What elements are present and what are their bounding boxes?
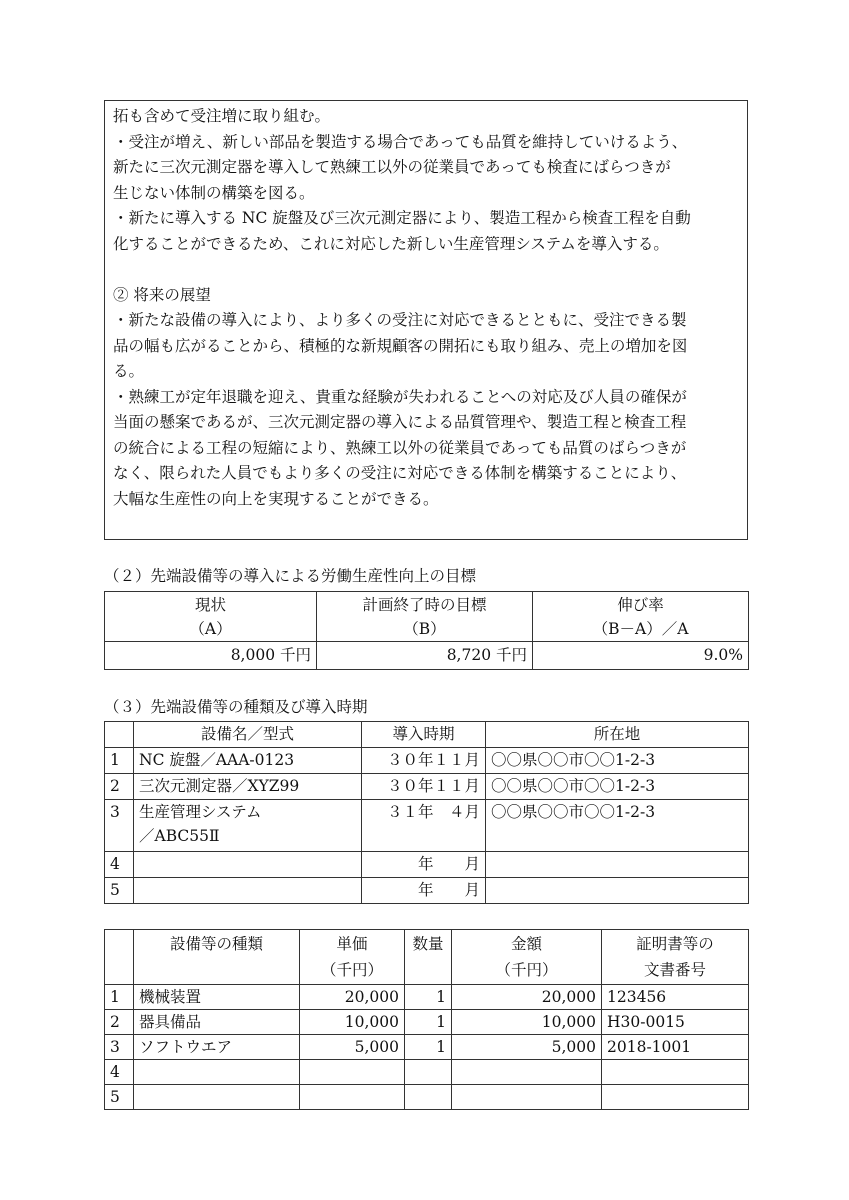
table-row xyxy=(105,748,749,774)
table-row xyxy=(105,800,749,852)
current-value: 8,000 千円 xyxy=(105,642,317,670)
table-row xyxy=(105,852,749,878)
row-number: 3 xyxy=(105,1035,134,1060)
location-header: 所在地 xyxy=(486,722,749,748)
install-date: 年 月 xyxy=(362,852,486,878)
table-row xyxy=(105,1035,749,1060)
overview-line: 化することができるため、これに対応した新しい生産管理システムを導入する。 xyxy=(113,234,669,253)
row-number: 1 xyxy=(105,748,134,774)
unit-price: 10,000 xyxy=(300,1010,405,1035)
quantity: 1 xyxy=(405,1010,452,1035)
row-number: 2 xyxy=(105,774,134,800)
quantity xyxy=(405,1060,452,1085)
table-row xyxy=(105,1085,749,1110)
table-row xyxy=(105,642,749,670)
unit-price-header: 単価 （千円） xyxy=(300,930,405,985)
amount: 5,000 xyxy=(452,1035,602,1060)
certificate-number xyxy=(602,1060,749,1085)
overview-line: る。 xyxy=(113,362,145,380)
equipment-name xyxy=(134,878,362,904)
certificate-number: H30-0015 xyxy=(602,1010,749,1035)
location xyxy=(486,878,749,904)
amount: 10,000 xyxy=(452,1010,602,1035)
table-header-row xyxy=(105,592,749,642)
amount: 20,000 xyxy=(452,985,602,1010)
install-date: ３１年 ４月 xyxy=(362,800,486,852)
install-date-header: 導入時期 xyxy=(362,722,486,748)
equipment-type: 器具備品 xyxy=(134,1010,300,1035)
unit-price: 20,000 xyxy=(300,985,405,1010)
overview-line: ・熟練工が定年退職を迎え、貴重な経験が失われることへの対応及び人員の確保が xyxy=(113,387,687,406)
equipment-schedule-table xyxy=(104,721,749,904)
row-number: 4 xyxy=(105,1060,134,1085)
location: 〇〇県〇〇市〇〇1-2-3 xyxy=(486,774,749,800)
equipment-type: 機械装置 xyxy=(134,985,300,1010)
overview-line: 拓も含めて受注増に取り組む。 xyxy=(113,107,331,125)
quantity xyxy=(405,1085,452,1110)
equipment-name: NC 旋盤／AAA-0123 xyxy=(134,748,362,774)
productivity-target-title: （２）先端設備等の導入による労働生産性向上の目標 xyxy=(104,567,477,585)
quantity: 1 xyxy=(405,985,452,1010)
equipment-type-header: 設備等の種類 xyxy=(134,930,300,985)
equipment-name: 三次元測定器／XYZ99 xyxy=(134,774,362,800)
table-row xyxy=(105,1060,749,1085)
amount-header: 金額 （千円） xyxy=(452,930,602,985)
unit-price: 5,000 xyxy=(300,1035,405,1060)
certificate-number: 2018-1001 xyxy=(602,1035,749,1060)
overview-line: 新たに三次元測定器を導入して熟練工以外の従業員であっても検査にばらつきが xyxy=(113,158,671,176)
certificate-number-header: 証明書等の 文書番号 xyxy=(602,930,749,985)
row-number: 4 xyxy=(105,852,134,878)
number-header xyxy=(105,722,134,748)
overview-line: ・新たに導入する NC 旋盤及び三次元測定器により、製造工程から検査工程を自動 xyxy=(113,209,691,227)
plan-overview-box xyxy=(104,100,748,540)
overview-line: 当面の懸案であるが、三次元測定器の導入による品質管理や、製造工程と検査工程 xyxy=(113,413,687,431)
table-row xyxy=(105,1010,749,1035)
install-date: ３０年１１月 xyxy=(362,748,486,774)
growth-rate-value: 9.0% xyxy=(533,642,749,670)
equipment-type xyxy=(134,1085,300,1110)
unit-price xyxy=(300,1085,405,1110)
table-row xyxy=(105,774,749,800)
certificate-number xyxy=(602,1085,749,1110)
growth-rate-header: 伸び率 （B－A）／A xyxy=(533,592,749,642)
certificate-number: 123456 xyxy=(602,985,749,1010)
equipment-name-header: 設備名／型式 xyxy=(134,722,362,748)
overview-line: ・受注が増え、新しい部品を製造する場合であっても品質を維持していけるよう、 xyxy=(113,132,688,151)
row-number: 5 xyxy=(105,878,134,904)
quantity-header: 数量 xyxy=(405,930,452,985)
row-number: 5 xyxy=(105,1085,134,1110)
table-row xyxy=(105,878,749,904)
table-row xyxy=(105,985,749,1010)
equipment-type: ソフトウエア xyxy=(134,1035,300,1060)
unit-price xyxy=(300,1060,405,1085)
install-date: ３０年１１月 xyxy=(362,774,486,800)
equipment-name: 生産管理システム ／ABC55Ⅱ xyxy=(134,800,362,852)
overview-line: ・新たな設備の導入により、より多くの受注に対応できるとともに、受注できる製 xyxy=(113,311,687,329)
target-header: 計画終了時の目標 （B） xyxy=(317,592,533,642)
install-date: 年 月 xyxy=(362,878,486,904)
location: 〇〇県〇〇市〇〇1-2-3 xyxy=(486,800,749,852)
equipment-name xyxy=(134,852,362,878)
row-number: 2 xyxy=(105,1010,134,1035)
number-header xyxy=(105,930,134,985)
target-value: 8,720 千円 xyxy=(317,642,533,670)
equipment-cost-table xyxy=(104,929,749,1110)
amount xyxy=(452,1060,602,1085)
amount xyxy=(452,1085,602,1110)
current-header: 現状 （A） xyxy=(105,592,317,642)
overview-line: なく、限られた人員でもより多くの受注に対応できる体制を構築することにより、 xyxy=(113,464,687,482)
table-header-row xyxy=(105,930,749,985)
overview-line: 大幅な生産性の向上を実現することができる。 xyxy=(113,489,439,508)
location xyxy=(486,852,749,878)
overview-line: 品の幅も広がることから、積極的な新規顧客の開拓にも取り組み、売上の増加を図 xyxy=(113,336,688,355)
row-number: 1 xyxy=(105,985,134,1010)
overview-blank-line xyxy=(113,257,739,283)
productivity-target-table xyxy=(104,591,749,670)
equipment-schedule-title: （３）先端設備等の種類及び導入時期 xyxy=(104,698,368,716)
equipment-type xyxy=(134,1060,300,1085)
location: 〇〇県〇〇市〇〇1-2-3 xyxy=(486,748,749,774)
overview-line: の統合による工程の短縮により、熟練工以外の従業員であっても品質のばらつきが xyxy=(113,438,687,457)
quantity: 1 xyxy=(405,1035,452,1060)
future-outlook-heading: ② 将来の展望 xyxy=(113,285,211,304)
table-header-row xyxy=(105,722,749,748)
row-number: 3 xyxy=(105,800,134,852)
overview-line: 生じない体制の構築を図る。 xyxy=(113,183,315,202)
